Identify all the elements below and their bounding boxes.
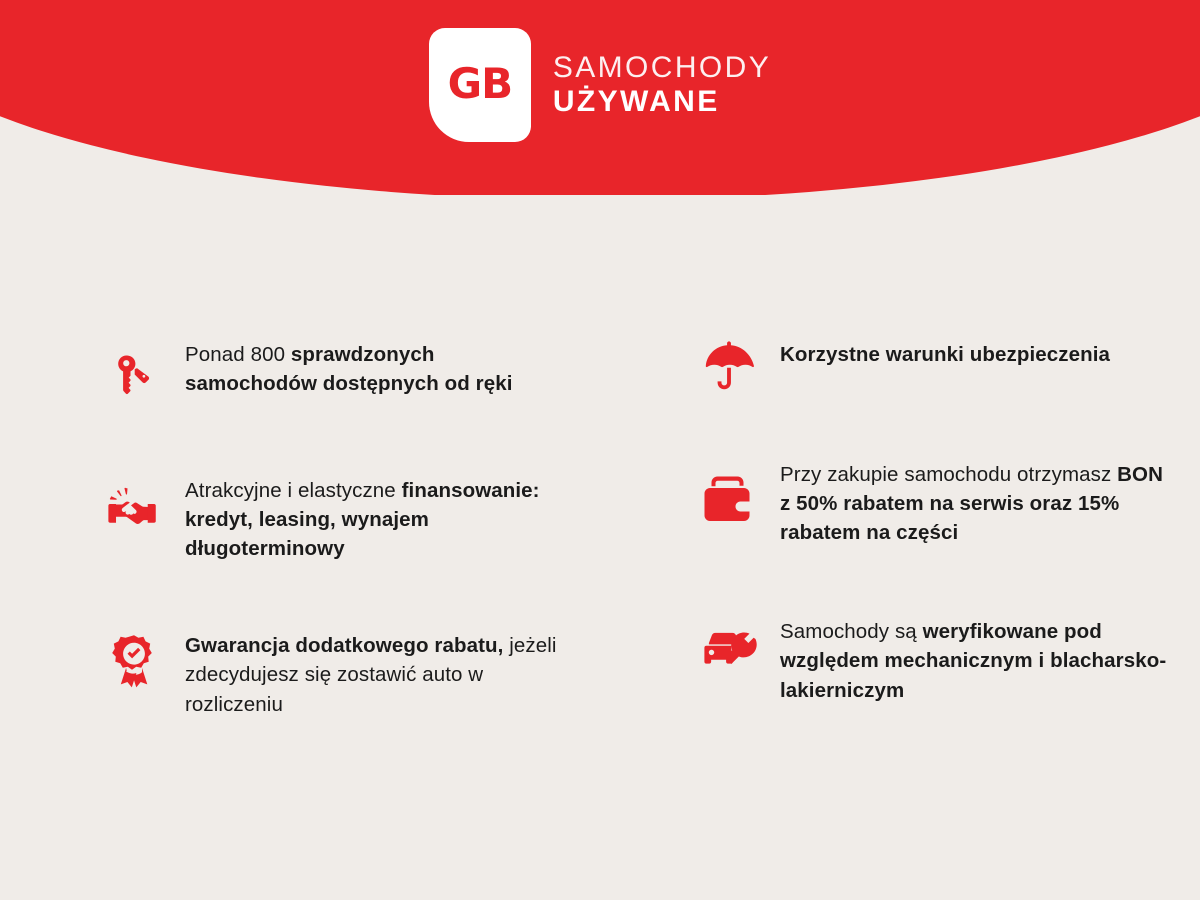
feature-item xyxy=(700,340,1170,394)
handshake-icon xyxy=(105,482,163,540)
brand-lockup xyxy=(0,28,1200,142)
feature-item xyxy=(105,476,590,563)
umbrella-icon xyxy=(700,336,758,394)
gb-logo-icon xyxy=(429,28,531,142)
brand-name xyxy=(553,52,771,119)
feature-text: Przy zakupie samochodu otrzymasz BON z 50% rabatem na serwis oraz 15% rabatem na części xyxy=(780,463,1163,545)
car-keys-icon xyxy=(105,346,163,404)
features-column-right xyxy=(610,330,1170,719)
feature-text: Ponad 800 sprawdzonych samochodów dostępnych od ręki xyxy=(185,343,513,396)
feature-text: Gwarancja dodatkowego rabatu, jeżeli zdecydujesz się zostawić auto w rozliczeniu xyxy=(185,634,557,716)
feature-text: Korzystne warunki ubezpieczenia xyxy=(780,343,1111,366)
car-wrench-icon xyxy=(700,621,758,679)
feature-item xyxy=(700,460,1170,547)
award-badge-icon xyxy=(105,633,163,691)
brand-name-line2: UŻYWANE xyxy=(552,85,720,118)
logo-mark-text: GB xyxy=(447,59,513,108)
feature-item xyxy=(700,617,1170,704)
feature-item xyxy=(105,631,590,718)
feature-text: Atrakcyjne i elastyczne finansowanie: kredyt, leasing, wynajem długoterminowy xyxy=(185,479,540,561)
features-grid xyxy=(0,330,1200,719)
header-banner xyxy=(0,0,1200,195)
wallet-discount-icon xyxy=(700,470,758,528)
feature-item xyxy=(105,340,590,404)
features-column-left xyxy=(30,330,590,719)
brand-name-line1: SAMOCHODY xyxy=(552,50,772,84)
feature-text: Samochody są weryfikowane pod względem mechanicznym i blacharsko-lakierniczym xyxy=(780,620,1167,702)
